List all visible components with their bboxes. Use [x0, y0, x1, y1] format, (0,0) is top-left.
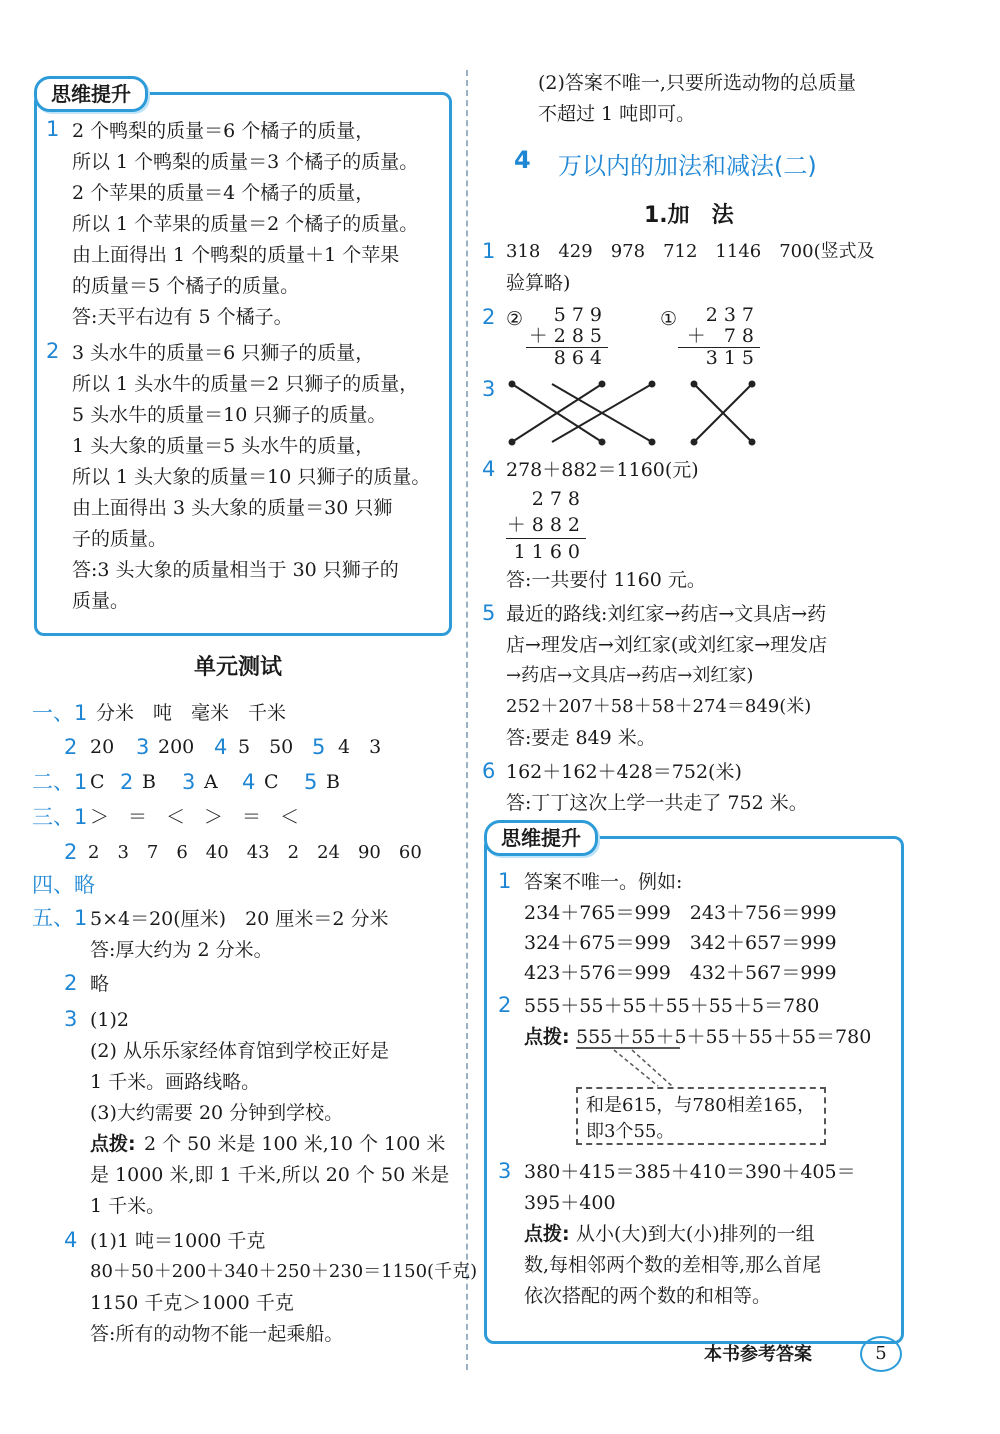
- page-number: 5: [860, 1336, 902, 1372]
- answer-text: 验算略): [506, 272, 571, 294]
- answer-text: (1)2: [90, 1009, 130, 1031]
- matching-lines-diagram: [506, 378, 766, 448]
- dot: [691, 439, 698, 446]
- text-line: 2 个鸭梨的质量＝6 个橘子的质量，: [72, 120, 375, 142]
- answer-text: 20: [90, 736, 115, 758]
- question-number: 1: [498, 869, 512, 893]
- question-number: 3: [498, 1159, 512, 1183]
- answer-text: 答:丁丁这次上学一共走了 752 米。: [506, 792, 808, 814]
- answer-text: 从小(大)到大(小)排列的一组: [576, 1223, 815, 1245]
- question-number: 4: [242, 770, 256, 794]
- question-number: 6: [482, 759, 496, 783]
- section-number: 4: [514, 146, 531, 174]
- answer-text: (2) 从乐乐家经体育馆到学校正好是: [90, 1040, 389, 1062]
- answer-text: 555＋55＋5＋55＋55＋55＝780: [576, 1026, 872, 1048]
- text-line: 由上面得出 1 个鸭梨的质量＋1 个苹果: [72, 244, 400, 266]
- question-number: 4: [482, 457, 496, 481]
- section-title: 万以内的加法和减法(二): [558, 152, 817, 180]
- text-line: 答:3 头大象的质量相当于 30 只狮子的: [72, 559, 399, 581]
- answer-text: 最近的路线:刘红家→药店→文具店→药: [506, 603, 827, 625]
- addend: 278: [531, 488, 586, 510]
- text-line: 所以 1 头水牛的质量＝2 只狮子的质量，: [72, 373, 419, 395]
- answer-text: 5 50: [238, 736, 294, 758]
- question-number: 5: [482, 601, 496, 625]
- underline-pointer: [574, 1046, 684, 1090]
- answer-text: 1 千米。画路线略。: [90, 1071, 261, 1093]
- text-line: 质量。: [72, 590, 130, 612]
- question-number: 2: [498, 993, 512, 1017]
- unit-test-title: 单元测试: [194, 655, 283, 680]
- answer-text: 答:一共要付 1160 元。: [506, 569, 706, 591]
- callout-line: 和是615，与780相差165，: [586, 1095, 816, 1116]
- sum: 1160: [513, 541, 586, 563]
- question-number: 2: [46, 339, 60, 363]
- tip-label: 点拨:: [524, 1223, 570, 1245]
- text-line: 所以 1 头大象的质量＝10 只狮子的质量。: [72, 466, 431, 488]
- text-line: 子的质量。: [72, 528, 168, 550]
- sum: 864: [553, 347, 608, 369]
- answer-text: 4 3: [338, 736, 382, 758]
- sum: 315: [705, 347, 760, 369]
- question-number: 1: [482, 239, 496, 263]
- answer-text: 80＋50＋200＋340＋250＋230＝1150(千克): [90, 1261, 478, 1282]
- answer-text: 略: [90, 973, 110, 995]
- thinking-tag-left: 思维提升: [34, 76, 148, 112]
- section-label: 三、1: [32, 805, 88, 829]
- addend: ＋285: [526, 326, 608, 348]
- question-number: 4: [214, 735, 228, 759]
- text-line: 由上面得出 3 头大象的质量＝30 只狮: [72, 497, 393, 519]
- tip-label: 点拨:: [524, 1026, 570, 1048]
- dot: [599, 439, 606, 446]
- answer-text: 2 3 7 6 40 43 2 24 90 60: [88, 842, 422, 863]
- column-divider: [466, 70, 468, 1370]
- tip-label: 点拨:: [90, 1133, 136, 1155]
- answer-text: 店→理发店→刘红家(或刘红家→理发店: [506, 634, 828, 656]
- section-label: 四、略: [32, 873, 95, 897]
- answer-text: C: [264, 771, 279, 793]
- answer-text: 答:要走 849 米。: [506, 727, 656, 749]
- question-number: 3: [482, 377, 496, 401]
- section-label: 二、1: [32, 770, 88, 794]
- answer-text: 答:厚大约为 2 分米。: [90, 939, 273, 961]
- addend: ＋ 78: [678, 326, 760, 348]
- answer-text: 395＋400: [524, 1192, 616, 1214]
- answer-text: 278＋882＝1160(元): [506, 459, 699, 481]
- dot: [599, 381, 606, 388]
- answer-text: B: [326, 771, 340, 793]
- callout-line: 即3个55。: [586, 1121, 675, 1142]
- answer-text: (3)大约需要 20 分钟到学校。: [90, 1102, 344, 1124]
- question-number: 5: [312, 735, 326, 759]
- answer-text: 答:所有的动物不能一起乘船。: [90, 1323, 344, 1345]
- answer-text: 324＋675＝999 342＋657＝999: [524, 932, 837, 954]
- answer-text: 162＋162＋428＝752(米): [506, 761, 742, 783]
- section-label: 一、1: [32, 701, 88, 725]
- addend: 579: [553, 304, 608, 326]
- dot: [749, 381, 756, 388]
- answer-text: A: [204, 771, 218, 793]
- answer-text: (1)1 吨＝1000 千克: [90, 1230, 266, 1252]
- text-line: 的质量＝5 个橘子的质量。: [72, 275, 300, 297]
- dot: [749, 439, 756, 446]
- answer-text: 1150 千克＞1000 千克: [90, 1292, 294, 1314]
- dot: [649, 381, 656, 388]
- answer-text: 5×4＝20(厘米) 20 厘米＝2 分米: [90, 908, 389, 930]
- answer-text: 252＋207＋58＋58＋274＝849(米): [506, 696, 812, 717]
- answer-text: 依次搭配的两个数的和相等。: [524, 1285, 772, 1307]
- addend: ＋882: [506, 512, 586, 539]
- answer-text: 数,每相邻两个数的差相等,那么首尾: [524, 1254, 822, 1276]
- thinking-tag-right: 思维提升: [484, 820, 598, 856]
- answer-text: 234＋765＝999 243＋756＝999: [524, 902, 837, 924]
- text-line: 3 头水牛的质量＝6 只狮子的质量，: [72, 342, 375, 364]
- circle-mark: ①: [660, 308, 678, 330]
- answer-text: 不超过 1 吨即可。: [538, 103, 696, 125]
- sub-title: 1.加 法: [644, 203, 734, 228]
- question-number: 2: [64, 735, 78, 759]
- vertical-addition: [506, 486, 586, 565]
- question-number: 3: [136, 735, 150, 759]
- footer-label: 本书参考答案: [704, 1344, 812, 1365]
- vertical-addition-right: [678, 305, 760, 369]
- text-line: 答:天平右边有 5 个橘子。: [72, 306, 293, 328]
- question-number: 3: [64, 1007, 78, 1031]
- explanation-callout: [576, 1087, 826, 1145]
- answer-text: 423＋576＝999 432＋567＝999: [524, 962, 837, 984]
- question-number: 2: [64, 971, 78, 995]
- question-number: 4: [64, 1228, 78, 1252]
- dot: [691, 381, 698, 388]
- question-number: 2: [64, 840, 78, 864]
- answer-text: (2)答案不唯一,只要所选动物的总质量: [538, 72, 856, 94]
- text-line: 5 头水牛的质量＝10 只狮子的质量。: [72, 404, 387, 426]
- answer-text: C: [90, 771, 105, 793]
- answer-text: 2 个 50 米是 100 米,10 个 100 米: [144, 1133, 446, 1155]
- question-number: 1: [46, 117, 60, 141]
- addend: 237: [705, 304, 760, 326]
- answer-text: B: [142, 771, 156, 793]
- text-line: 1 头大象的质量＝5 头水牛的质量，: [72, 435, 375, 457]
- text-line: 2 个苹果的质量＝4 个橘子的质量，: [72, 182, 375, 204]
- section-label: 五、1: [32, 906, 88, 930]
- dot: [509, 381, 516, 388]
- text-line: 所以 1 个鸭梨的质量＝3 个橘子的质量。: [72, 151, 419, 173]
- question-number: 2: [482, 305, 496, 329]
- answer-text: →药店→文具店→药店→刘红家): [506, 665, 754, 686]
- answer-text: 是 1000 米,即 1 千米,所以 20 个 50 米是: [90, 1164, 450, 1186]
- vertical-addition-left: [526, 305, 608, 369]
- question-number: 2: [120, 770, 134, 794]
- answer-text: 1 千米。: [90, 1195, 166, 1217]
- answer-text: 380＋415＝385＋410＝390＋405＝: [524, 1161, 856, 1183]
- text-line: 所以 1 个苹果的质量＝2 个橘子的质量。: [72, 213, 419, 235]
- answer-text: 318 429 978 712 1146 700(竖式及: [506, 241, 875, 262]
- circle-mark: ②: [506, 308, 524, 330]
- question-number: 5: [304, 770, 318, 794]
- answer-text: 200: [158, 736, 195, 758]
- answer-text: 555＋55＋55＋55＋55＋5＝780: [524, 995, 820, 1017]
- dot: [509, 439, 516, 446]
- question-number: 3: [182, 770, 196, 794]
- answer-text: 答案不唯一。例如:: [524, 871, 683, 893]
- dot: [649, 439, 656, 446]
- answer-text: 分米 吨 毫米 千米: [96, 702, 287, 724]
- answer-text: ＞ ＝ ＜ ＞ ＝ ＜: [90, 806, 300, 828]
